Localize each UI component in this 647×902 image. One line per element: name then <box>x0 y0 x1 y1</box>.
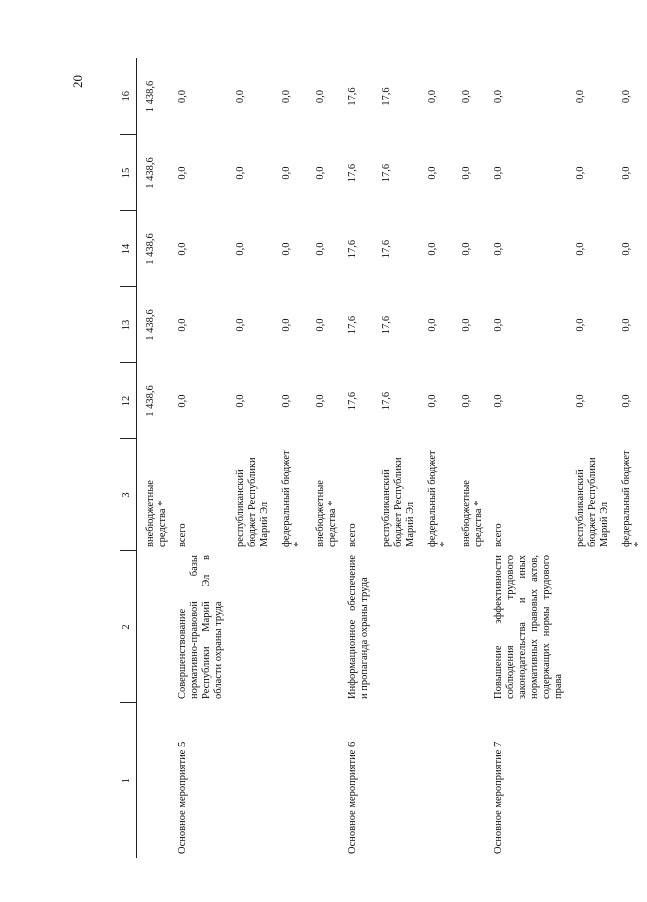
event-description <box>273 551 307 703</box>
value-cell: 17,6 <box>381 239 392 259</box>
value-cell: 17,6 <box>381 87 392 106</box>
value-cell: 0,0 <box>427 394 438 408</box>
event-description <box>613 551 647 703</box>
value-cell: 0,0 <box>235 242 246 256</box>
value-cell: 0,0 <box>493 242 504 256</box>
value-cell: 0,0 <box>315 318 326 332</box>
rotated-table-sheet <box>70 58 644 858</box>
event-description <box>419 551 453 703</box>
value-cell: 1 438,6 <box>145 80 156 113</box>
column-header: 16 <box>120 58 137 135</box>
column-header: 12 <box>120 363 137 439</box>
value-cell: 0,0 <box>575 242 586 256</box>
value-cell: 0,0 <box>621 242 632 256</box>
funding-source: всего <box>347 523 358 547</box>
value-cell: 17,6 <box>347 163 358 183</box>
column-header: 2 <box>120 551 137 703</box>
value-cell: 0,0 <box>281 318 292 332</box>
value-cell: 17,6 <box>347 87 358 106</box>
event-description <box>227 551 273 703</box>
value-cell: 0,0 <box>281 394 292 408</box>
funding-source: федеральный бюджет * <box>281 450 304 547</box>
value-cell: 0,0 <box>461 166 472 180</box>
funding-source: внебюджетные средства * <box>461 480 484 547</box>
value-cell: 0,0 <box>315 166 326 180</box>
value-cell: 0,0 <box>575 394 586 408</box>
header-row <box>120 58 137 858</box>
table-header <box>120 58 137 858</box>
table-row <box>227 58 273 858</box>
event-name <box>567 703 613 858</box>
funding-source: федеральный бюджет * <box>427 450 450 547</box>
value-cell: 0,0 <box>461 89 472 104</box>
table-row <box>487 58 567 858</box>
event-description <box>137 551 172 703</box>
value-cell: 0,0 <box>575 318 586 332</box>
event-name: Основное мероприятие 5 <box>177 741 188 854</box>
value-cell: 0,0 <box>235 89 246 104</box>
event-name <box>373 703 419 858</box>
value-cell: 0,0 <box>575 89 586 104</box>
funding-source: республиканский бюджет Республики Марий Эл <box>381 457 416 547</box>
value-cell: 17,6 <box>381 391 392 411</box>
value-cell: 0,0 <box>177 242 188 256</box>
value-cell: 1 438,6 <box>145 385 156 417</box>
funding-source: республиканский бюджет Республики Марий Эл <box>575 457 610 547</box>
value-cell: 0,0 <box>493 318 504 332</box>
value-cell: 0,0 <box>427 242 438 256</box>
table-row <box>171 58 227 858</box>
value-cell: 0,0 <box>575 166 586 180</box>
event-description: Повышение эффективности соблюдения трудового законодательства и иных нормативных правовых актов, содержащих нормы трудового права <box>493 555 564 699</box>
table-row <box>341 58 373 858</box>
event-description: Информационное обеспечение и пропаганда охраны труда <box>347 555 370 699</box>
value-cell: 0,0 <box>177 318 188 332</box>
table-row <box>613 58 647 858</box>
table-row <box>453 58 487 858</box>
value-cell: 17,6 <box>347 315 358 335</box>
value-cell: 1 438,6 <box>145 309 156 341</box>
value-cell: 0,0 <box>427 318 438 332</box>
event-name <box>137 703 172 858</box>
table-row <box>273 58 307 858</box>
event-name <box>307 703 341 858</box>
value-cell: 1 438,6 <box>145 157 156 189</box>
table-row <box>373 58 419 858</box>
event-description <box>307 551 341 703</box>
value-cell: 0,0 <box>427 166 438 180</box>
value-cell: 0,0 <box>427 89 438 104</box>
value-cell: 17,6 <box>347 239 358 259</box>
event-description <box>453 551 487 703</box>
event-name <box>227 703 273 858</box>
event-description <box>567 551 613 703</box>
value-cell: 0,0 <box>315 242 326 256</box>
value-cell: 0,0 <box>493 166 504 180</box>
value-cell: 0,0 <box>235 166 246 180</box>
value-cell: 0,0 <box>281 166 292 180</box>
value-cell: 0,0 <box>621 89 632 104</box>
table-row <box>419 58 453 858</box>
value-cell: 0,0 <box>461 394 472 408</box>
column-header: 13 <box>120 287 137 363</box>
value-cell: 1 438,6 <box>145 233 156 265</box>
value-cell: 17,6 <box>381 315 392 335</box>
value-cell: 0,0 <box>621 394 632 408</box>
value-cell: 0,0 <box>621 166 632 180</box>
table-row <box>307 58 341 858</box>
budget-table <box>120 58 647 858</box>
value-cell: 0,0 <box>235 394 246 408</box>
value-cell: 17,6 <box>347 391 358 411</box>
column-header: 3 <box>120 439 137 551</box>
event-name <box>453 703 487 858</box>
page-number: 20 <box>70 75 85 88</box>
column-header: 1 <box>120 703 137 858</box>
event-name <box>419 703 453 858</box>
event-name: Основное мероприятие 6 <box>347 741 358 854</box>
funding-source: внебюджетные средства * <box>145 480 168 547</box>
event-name: Основное мероприятие 7 <box>493 741 504 854</box>
value-cell: 0,0 <box>177 394 188 408</box>
event-description <box>373 551 419 703</box>
value-cell: 0,0 <box>493 394 504 408</box>
table-row <box>567 58 613 858</box>
table-body <box>137 58 647 858</box>
funding-source: всего <box>177 523 188 547</box>
funding-source: республиканский бюджет Республики Марий Эл <box>235 457 270 547</box>
value-cell: 0,0 <box>315 394 326 408</box>
value-cell: 0,0 <box>493 89 504 104</box>
funding-source: внебюджетные средства * <box>315 480 338 547</box>
funding-source: всего <box>493 523 504 547</box>
table-row <box>137 58 172 858</box>
funding-source: федеральный бюджет * <box>621 450 644 547</box>
value-cell: 0,0 <box>621 318 632 332</box>
value-cell: 0,0 <box>315 89 326 104</box>
event-description: Совершенствование нормативно-правовой базы Республики Марий Эл в области охраны труда <box>177 555 224 699</box>
event-name <box>273 703 307 858</box>
value-cell: 0,0 <box>281 242 292 256</box>
column-header: 14 <box>120 211 137 287</box>
value-cell: 17,6 <box>381 163 392 183</box>
value-cell: 0,0 <box>461 242 472 256</box>
event-name <box>613 703 647 858</box>
value-cell: 0,0 <box>235 318 246 332</box>
value-cell: 0,0 <box>177 89 188 104</box>
column-header: 15 <box>120 135 137 211</box>
value-cell: 0,0 <box>461 318 472 332</box>
value-cell: 0,0 <box>177 166 188 180</box>
value-cell: 0,0 <box>281 89 292 104</box>
